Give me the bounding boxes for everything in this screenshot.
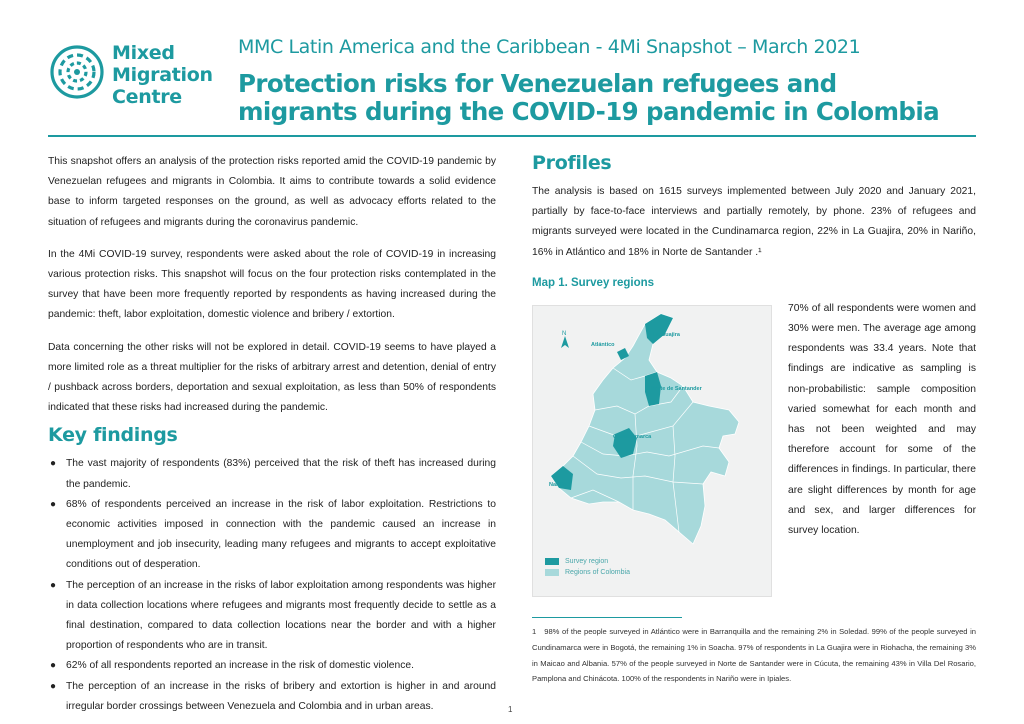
legend-label-regions: Regions of Colombia xyxy=(565,568,630,576)
left-column xyxy=(48,152,496,717)
legend-swatch-survey xyxy=(545,558,559,565)
key-finding-item xyxy=(48,576,496,657)
colombia-map-graphic xyxy=(533,306,771,596)
respondent-profile-paragraph: 70% of all respondents were women and 30% were men. The average age among respondents was 33.4 years. Note that findings are indicative as sampling is non-probabilistic: sample composition varied somewhat for each month and has not been weighted and may therefore account for some of the differences in findings. In particular, there are slight differences by month for age and sex, and larger differences for survey location. xyxy=(788,302,976,537)
map-legend xyxy=(545,556,630,578)
key-findings-list xyxy=(48,454,496,717)
logo-line-2: Migration xyxy=(112,64,213,86)
map-label-atlantico: Atlántico xyxy=(591,341,615,348)
report-title: Protection risks for Venezuelan refugees and migrants during the COVID-19 pandemic in Colombia xyxy=(238,69,940,126)
intro-paragraph-1: This snapshot offers an analysis of the protection risks reported amid the COVID-19 pandemic by Venezuelan refugees and migrants in Colombia. It aims to contribute towards a solid evidence base to inform targeted responses on the ground, as well as advocacy efforts related to the situation of refugees and migrants during the coronavirus pandemic. xyxy=(48,156,496,228)
bullet-icon: ● xyxy=(50,498,57,510)
map-label-cundinamarca: Cundinamarca xyxy=(613,433,652,440)
north-arrow-icon xyxy=(561,331,569,348)
key-finding-text: 62% of all respondents reported an increase in the risk of domestic violence. xyxy=(66,660,414,672)
north-arrow-label: N xyxy=(562,330,567,337)
map-side-text-block xyxy=(788,299,976,541)
header-divider xyxy=(48,135,976,137)
footnote-number: 1 xyxy=(532,627,537,636)
profiles-paragraph: The analysis is based on 1615 surveys implemented between July 2020 and January 2021, partially by face-to-face interviews and partially remotely, by phone. 23% of refugees and migrants surveyed were located in the Cundinamarca region, 22% in La Guajira, 20% in Nariño, 16% in Atlántico and 18% in Norte de Santander .¹ xyxy=(532,186,976,258)
colombia-map xyxy=(532,305,772,597)
regions-of-colombia-shape xyxy=(551,314,739,544)
footnote-divider xyxy=(532,617,682,618)
bullet-icon: ● xyxy=(50,458,57,470)
map-label-narino: Nariño xyxy=(549,481,567,488)
page-number: 1 xyxy=(508,705,513,714)
map-label-norte-de-santander: Norte de Santander xyxy=(651,385,702,392)
mmc-logo xyxy=(48,42,228,112)
key-finding-text: 68% of respondents perceived an increase in the risk of labor exploitation. Restrictions to economic activities imposed in connection with the pandemic caused an increase in unemployment and job insecurity, leading many refugees and migrants to accept exploitative conditions out of desperation. xyxy=(66,498,496,571)
logo-line-3: Centre xyxy=(112,86,182,108)
bullet-icon: ● xyxy=(50,680,57,692)
map-title: Map 1. Survey regions xyxy=(532,276,655,289)
key-finding-item xyxy=(48,656,496,676)
legend-item-regions xyxy=(545,567,630,578)
logo-wordmark xyxy=(112,42,213,108)
key-finding-item xyxy=(48,495,496,576)
key-finding-text: The vast majority of respondents (83%) perceived that the risk of theft has increased during the pandemic. xyxy=(66,458,496,490)
bullet-icon: ● xyxy=(50,660,57,672)
map-label-la-guajira: La Guajira xyxy=(653,331,680,338)
key-finding-text: The perception of an increase in the risks of labor exploitation among respondents was higher in data collection locations where refugees and migrants most frequently decide to settle as a final destination, compared to data collection locations near the border and with a higher proportion of respondents who are in transit. xyxy=(66,579,496,652)
right-column xyxy=(532,152,976,599)
report-supertitle: MMC Latin America and the Caribbean - 4Mi Snapshot – March 2021 xyxy=(238,36,861,58)
legend-item-survey-region xyxy=(545,556,630,567)
intro-paragraph-2: In the 4Mi COVID-19 survey, respondents were asked about the role of COVID-19 in increasing various protection risks. This snapshot will focus on the four protection risks contemplated in the survey that have been more frequently reported by respondents as having increased during the pandemic: theft, labor exploitation, domestic violence and bribery / extortion. xyxy=(48,248,496,321)
map-section xyxy=(532,299,976,599)
key-findings-heading: Key findings xyxy=(48,424,178,447)
footnote-text: 98% of the people surveyed in Atlántico were in Barranquilla and the remaining 2% in Soledad. 99% of the people surveyed in Cundinamarca were in Bogotá, the remaining 1% in Soacha. 97% of respondents in La Guajira were in Riohacha, the remaining 3% in Maicao and Albania. 57% of the people surveyed in Norte de Santander were in Cúcuta, the remaining 43% in Villa Del Rosario, Pamplona and Chinácota. 100% of the respondents in Nariño were in Ipiales. xyxy=(532,627,976,684)
key-finding-item xyxy=(48,454,496,494)
key-finding-text: The perception of an increase in the risks of bribery and extortion is higher in and around irregular border crossings between Venezuela and Colombia and in urban areas. xyxy=(66,680,496,712)
key-finding-item xyxy=(48,677,496,717)
mmc-logo-mark-icon xyxy=(48,42,106,102)
profiles-heading: Profiles xyxy=(532,152,612,174)
legend-swatch-regions xyxy=(545,569,559,576)
bullet-icon: ● xyxy=(50,579,57,591)
logo-line-1: Mixed xyxy=(112,42,175,64)
legend-label-survey: Survey region xyxy=(565,557,609,565)
intro-paragraph-3: Data concerning the other risks will not be explored in detail. COVID-19 seems to have played a more limited role as a threat multiplier for the risks of arbitrary arrest and detention, denial of entry / pushback across borders, deportation and sexual exploitation, as less than 50% of respondents indicated that these risks had increased during the pandemic. xyxy=(48,341,496,414)
footnote xyxy=(532,624,976,687)
